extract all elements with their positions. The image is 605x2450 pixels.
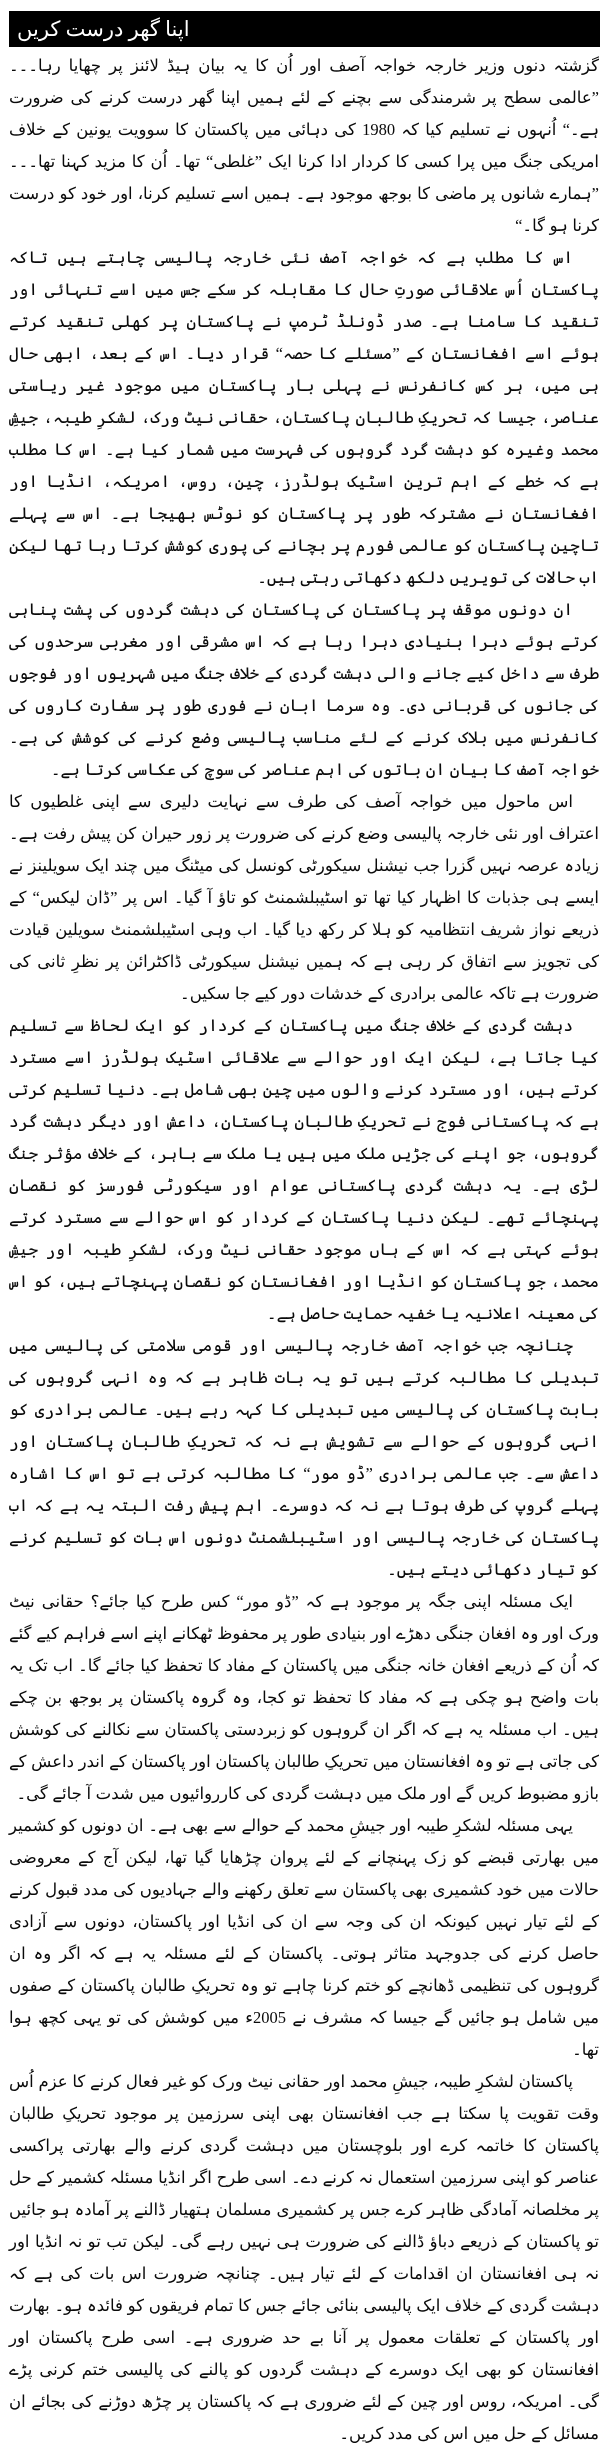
article-paragraph: ان دونوں موقف پر پاکستان کی پاکستان کی دہشت گردوں کی پشت پناہی کرتے ہوئے دہرا بنیادی دہرا رہا ہے کہ اس مشرقی اور مغربی سرحدوں کی طرف سے داخل کیے جانے والی دہشت گردی کے خلاف جنگ میں شہریوں اور فوجوں کی جانوں کی قربانی دی۔ وہ سرما ابان نے فوری طور پر سفارت کاروں کی کانفرنس میں بلاک کرنے کے لئے مناسب پالیسی وضع کرنے کی کوشش کی ہے۔ خواجہ آصف کا بیان ان باتوں کی اہم عناصر کی سوچ کی عکاسی کرتا ہے۔ bbox=[9, 600, 599, 779]
article-paragraph: پاکستان لشکرِ طیبہ، جیشِ محمد اور حقانی نیٹ ورک کو غیر فعال کرنے کا عزم اُس وقت تقویت پا سکتا ہے جب افغانستان بھی اپنی سرزمین پر موجود تحریکِ طالبان پاکستان کا خاتمہ کرے اور بلوچستان میں دہشت گردی کرنے والے بھارتی پراکسی عناصر کو اپنی سرزمین استعمال نہ کرنے دے۔ اسی طرح اگر انڈیا مسئلہ کشمیر کے حل پر مخلصانہ آمادگی ظاہر کرے جس پر کشمیری مسلمان ہتھیار ڈالنے پر آمادہ ہو جائیں تو پاکستان کے ذریعے دباؤ ڈالنے کی ضرورت ہی نہیں رہے گی۔ لیکن تب تو نہ انڈیا اور نہ ہی افغانستان ان اقدامات کے لئے تیار ہیں۔ چنانچہ ضرورت اس بات کی ہے کہ دہشت گردی کے خلاف ایک پالیسی بنائی جائے جس کا تمام فریقوں کو فائدہ ہو۔ بھارت اور پاکستان کے تعلقات معمول پر آنا بے حد ضروری ہے۔ اسی طرح پاکستان اور افغانستان کو بھی ایک دوسرے کے دہشت گردوں کو پالنے کی پالیسی ختم کرنی پڑے گی۔ امریکہ، روس اور چین کے لئے ضروری ہے کہ پاکستان پر چڑھ دوڑنے کی بجائے ان مسائل کے حل میں اس کی مدد کریں۔ bbox=[9, 2072, 600, 2443]
page-title: اپنا گھر درست کریں bbox=[17, 16, 190, 41]
article-paragraph: ایک مسئلہ اپنی جگہ پر موجود ہے کہ ”ڈو مور“ کس طرح کیا جائے؟ حقانی نیٹ ورک اور وہ افغان جنگی دھڑے اور بنیادی طور پر محفوظ ٹھکانے اپنے اسے فراہم کیے گئے کہ اُن کے ذریعے افغان خانہ جنگی میں پاکستان کے مفاد کا تحفظ کیا جائے گا۔ اب تک یہ بات واضح ہو چکی ہے کہ مفاد کا تحفظ تو کجا، وہ گروہ پاکستان پر بوجھ بن چکے ہیں۔ اب مسئلہ یہ ہے کہ اگر ان گروہوں کو زبردستی پاکستان سے نکالنے کی کوشش کی جاتی ہے تو وہ افغانستان میں تحریکِ طالبان پاکستان اور پاکستان کے اندر داعش کے بازو مضبوط کریں گے اور ملک میں دہشت گردی کی کارروائیوں میں شدت آ جائے گی۔ bbox=[9, 1592, 599, 1803]
article-body bbox=[9, 50, 599, 2450]
article-paragraph: یہی مسئلہ لشکرِ طیبہ اور جیشِ محمد کے حوالے سے بھی ہے۔ ان دونوں کو کشمیر میں بھارتی قبضے کو زک پہنچانے کے لئے پروان چڑھایا گیا تھا، لیکن آج کے معروضی حالات میں خود کشمیری بھی پاکستان سے تعلق رکھنے والے جہادیوں کی مدد قبول کرنے کے لئے تیار نہیں کیونکہ ان کی وجہ سے ان کی انڈیا اور پاکستان، دونوں سے آزادی حاصل کرنے کی جدوجہد متاثر ہوتی۔ پاکستان کے لئے مسئلہ یہ ہے کہ اگر وہ ان گروہوں کی تنظیمی ڈھانچے کو ختم کرنا چاہے تو وہ تحریکِ طالبان پاکستان کے صفوں میں شامل ہو جائیں گے جیسا کہ مشرف نے 2005ء میں کوشش کی تو یہی کچھ ہوا تھا۔ bbox=[9, 1816, 599, 2059]
article-paragraph: اس کا مطلب ہے کہ خواجہ آصف نئی خارجہ پالیسی چاہتے ہیں تاکہ پاکستان اُس علاقائی صورتِ حال کا مقابلہ کر سکے جس میں اسے تنہائی اور تنقید کا سامنا ہے۔ صدر ڈونلڈ ٹرمپ نے پاکستان پر کھلی تنقید کرتے ہوئے اسے افغانستان کے ”مسئلے کا حصہ“ قرار دیا۔ اس کے بعد، ابھی حال ہی میں، ہر کس کانفرنس نے پہلی بار پاکستان میں موجود غیر ریاستی عناصر، جیسا کہ تحریکِ طالبان پاکستان، حقانی نیٹ ورک، لشکرِ طیبہ، جیشِ محمد وغیرہ کو دہشت گرد گروہوں کی فہرست میں شمار کیا ہے۔ اس کا مطلب ہے کہ خطے کے اہم ترین اسٹیک ہولڈرز، چین، روس، امریکہ، انڈیا اور افغانستان نے مشترکہ طور پر پاکستان کو نوٹس بھیجا ہے۔ اس سے پہلے تاچین پاکستان کو عالمی فورم پر بچانے کی پوری کوشش کرتا رہا تھا لیکن اب حالات کی تویریں دلکھ دکھاتی رہتی ہیں۔ bbox=[9, 248, 599, 587]
article-paragraph: چنانچہ جب خواجہ آصف خارجہ پالیسی اور قومی سلامتی کی پالیسی میں تبدیلی کا مطالبہ کرتے ہیں تو یہ بات ظاہر ہے کہ وہ انہی گروہوں کی بابت پاکستان کی پالیسی میں تبدیلی کا کہہ رہے ہیں۔ عالمی برادری کو انہی گروہوں کے حوالے سے تشویش ہے نہ کہ تحریکِ طالبان پاکستان اور داعش سے۔ جب عالمی برادری ”ڈو مور“ کا مطالبہ کرتی ہے تو اس کا اشارہ پہلے گروپ کی طرف ہوتا ہے نہ کہ دوسرے۔ اہم پیش رفت البتہ یہ ہے کہ اب پاکستان کی خارجہ پالیسی اور اسٹیبلشمنٹ دونوں اس بات کو تسلیم کرنے کو تیار دکھائی دیتے ہیں۔ bbox=[9, 1336, 599, 1579]
article-paragraph: دہشت گردی کے خلاف جنگ میں پاکستان کے کردار کو ایک لحاظ سے تسلیم کیا جاتا ہے، لیکن ایک اور حوالے سے علاقائی اسٹیک ہولڈرز اسے مسترد کرتے ہیں، اور مسترد کرنے والوں میں چین بھی شامل ہے۔ دنیا تسلیم کرتی ہے کہ پاکستانی فوج نے تحریکِ طالبان پاکستان، داعش اور دیگر دہشت گرد گروہوں، جو اپنے کی جڑیں ملک میں ہیں یا ملک سے باہر، کے خلاف مؤثر جنگ لڑی ہے۔ یہ دہشت گردی پاکستانی عوام اور سیکورٹی فورسز کو نقصان پہنچائے تھے۔ لیکن دنیا پاکستان کے کردار کو اس حوالے سے مسترد کرتے ہوئے کہتی ہے کہ اس کے ہاں موجود حقانی نیٹ ورک، لشکرِ طیبہ اور جیشِ محمد، جو پاکستان کو انڈیا اور افغانستان کو نقصان پہنچاتے ہیں، کو اس کی معینہ اعلانیہ یا خفیہ حمایت حاصل ہے۔ bbox=[9, 1016, 599, 1323]
headline-bar bbox=[9, 11, 600, 47]
article-paragraph: گزشتہ دنوں وزیر خارجہ خواجہ آصف اور اُن کا یہ بیان ہیڈ لائنز پر چھایا رہا۔۔۔ ”عالمی سطح پر شرمندگی سے بچنے کے لئے ہمیں اپنا گھر درست کرنے کی ضرورت ہے۔“ اُنہوں نے تسلیم کیا کہ 1980 کی دہائی میں پاکستان کا سوویت یونین کے خلاف امریکی جنگ میں پرا کسی کا کردار ادا کرنا ایک ”غلطی“ تھا۔ اُن کا مزید کہنا تھا۔۔۔ ”ہمارے شانوں پر ماضی کا بوجھ موجود ہے۔ ہمیں اسے تسلیم کرنا، اور خود کو درست کرنا ہو گا۔“ bbox=[9, 56, 599, 235]
article-paragraph: اس ماحول میں خواجہ آصف کی طرف سے نہایت دلیری سے اپنی غلطیوں کا اعتراف اور نئی خارجہ پالیسی وضع کرنے کی ضرورت پر زور حیران کن پیش رفت ہے۔ زیادہ عرصہ نہیں گزرا جب نیشنل سیکورٹی کونسل کی میٹنگ میں چند ایک سویلینز نے ایسے ہی جذبات کا اظہار کیا تھا تو اسٹیبلشمنٹ کو تاؤ آ گیا۔ اس پر ”ڈان لیکس“ کے ذریعے نواز شریف انتظامیہ کو ہلا کر رکھ دیا گیا۔ اب وہی اسٹیبلشمنٹ سویلین قیادت کی تجویز سے اتفاق کر رہی ہے کہ ہمیں نیشنل سیکورٹی ڈاکٹرائن پر نظرِ ثانی کی ضرورت ہے تاکہ عالمی برادری کے خدشات دور کیے جا سکیں۔ bbox=[9, 792, 599, 1003]
